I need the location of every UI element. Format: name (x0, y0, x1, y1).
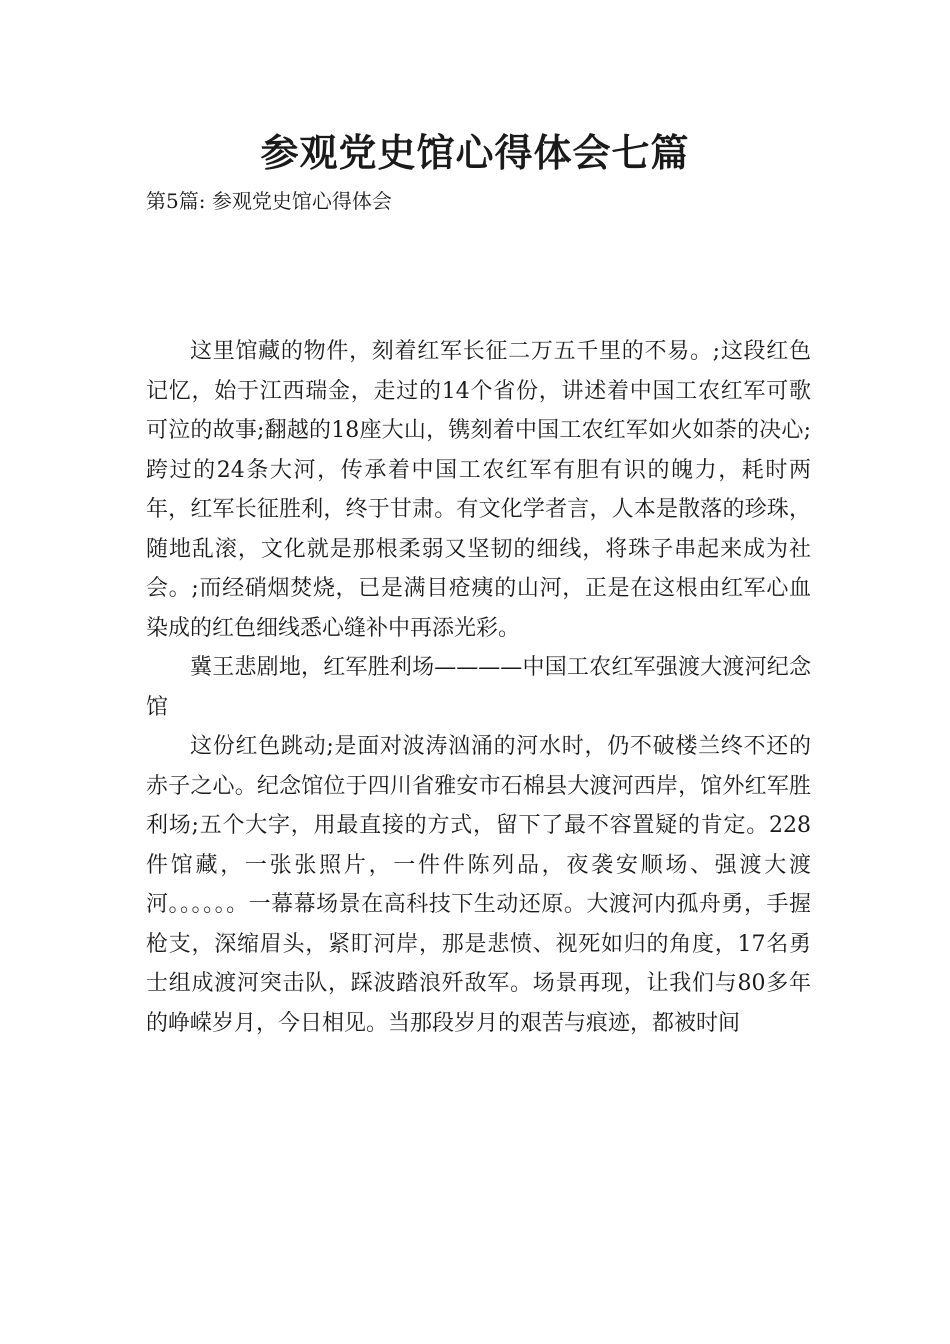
paragraph-2: 冀王悲剧地，红军胜利场————中国工农红军强渡大渡河纪念馆 (146, 655, 811, 720)
document-subtitle: 第5篇: 参观党史馆心得体会 (146, 189, 392, 213)
paragraph-3: 这份红色跳动;是面对波涛汹涌的河水时，仍不破楼兰终不还的赤子之心。纪念馆位于四川省雅安市石棉县大渡河西岸，馆外红军胜利场;五个大字，用最直接的方式，留下了最不容置疑的肯定。228件馆藏，一张张照片，一件件陈列品，夜袭安顺场、强渡大渡河。。。。。。一幕幕场景在高科技下生动还原。大渡河内孤舟勇，手握枪支，深缩眉头，紧盯河岸，那是悲愤、视死如归的角度，17名勇士组成渡河突击队，踩波踏浪歼敌军。场景再现，让我们与80多年的峥嵘岁月，今日相见。当那段岁月的艰苦与痕迹，都被时间 (146, 734, 811, 1036)
document-body (146, 332, 811, 1043)
paragraph-1: 这里馆藏的物件，刻着红军长征二万五千里的不易。;这段红色记忆，始于江西瑞金，走过的14个省份，讲述着中国工农红军可歌可泣的故事;翻越的18座大山，镌刻着中国工农红军如火如荼的决心;跨过的24条大河，传承着中国工农红军有胆有识的魄力，耗时两年，红军长征胜利，终于甘肃。有文化学者言，人本是散落的珍珠，随地乱滚，文化就是那根柔弱又坚韧的细线，将珠子串起来成为社会。;而经硝烟焚烧，已是满目疮痍的山河，正是在这根由红军心血染成的红色细线悉心缝补中再添光彩。 (146, 339, 811, 641)
document-title: 参观党史馆心得体会七篇 (260, 131, 690, 175)
